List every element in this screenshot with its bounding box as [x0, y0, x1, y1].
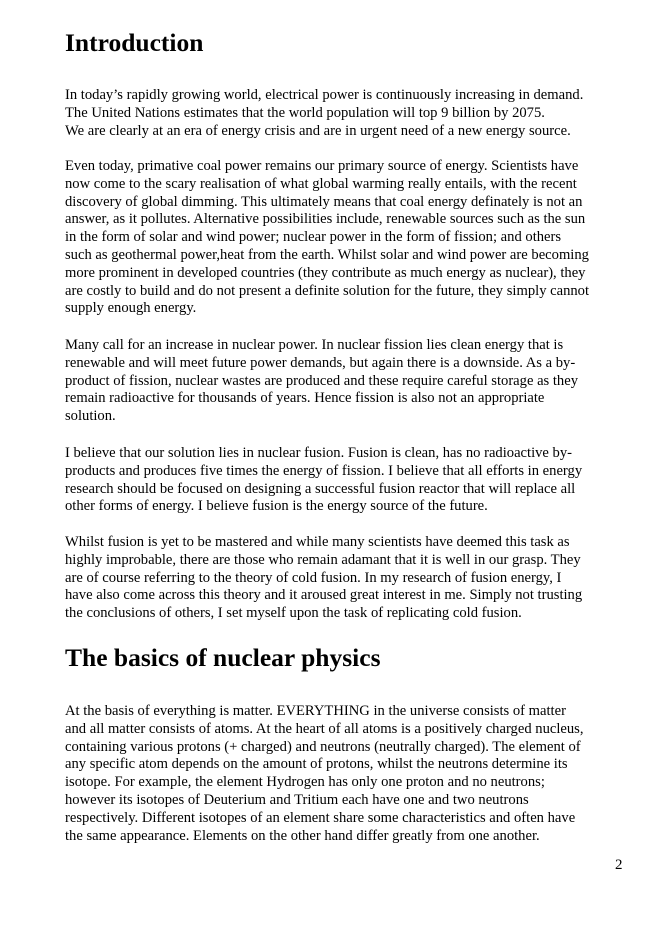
text-line: Even today, primative coal power remains our primary source of energy. Scientists have: [65, 158, 579, 174]
paragraph-intro-2: [65, 158, 630, 318]
text-line: highly improbable, there are those who remain adamant that it is well in our grasp. They: [65, 551, 581, 568]
text-line: answer, as it pollutes. Alternative possibilities include, renewable sources such as the sun: [65, 211, 586, 228]
paragraph-intro-1: [65, 87, 630, 140]
text-line: have also come across this theory and it aroused great interest in me. Simply not trusting: [65, 587, 583, 604]
text-line: At the basis of everything is matter. EVERYTHING in the universe consists of matter: [65, 703, 566, 719]
text-line: The United Nations estimates that the world population will top 9 billion by 2075.: [65, 104, 545, 121]
text-line: however its isotopes of Deuterium and Tritium each have one and two neutrons: [65, 791, 529, 808]
text-line: other forms of energy. I believe fusion is the energy source of the future.: [65, 498, 488, 515]
text-line: research should be focused on designing a successful fusion reactor that will replace all: [65, 480, 576, 497]
paragraph-intro-4: [65, 445, 630, 516]
text-line: product of fission, nuclear wastes are produced and these require careful storage as they: [65, 372, 579, 389]
text-line: any specific atom depends on the amount of protons, whilst the neutrons determine its: [65, 756, 568, 773]
text-line: isotope. For example, the element Hydrogen has only one proton and no neutrons;: [65, 774, 545, 791]
text-line: containing various protons (+ charged) and neutrons (neutrally charged). The element of: [65, 738, 581, 755]
text-line: now come to the scary realisation of what global warming really entails, with the recent: [65, 175, 577, 192]
text-line: the conclusions of others, I set myself upon the task of replicating cold fusion.: [65, 605, 522, 622]
text-line: I believe that our solution lies in nuclear fusion. Fusion is clean, has no radioactive by-: [65, 445, 573, 461]
text-line: such as geothermal power,heat from the earth. Whilst solar and wind power are becoming: [65, 246, 589, 263]
text-line: solution.: [65, 408, 116, 425]
text-line: are of course referring to the theory of cold fusion. In my research of fusion energy, I: [65, 569, 562, 586]
text-line: Whilst fusion is yet to be mastered and while many scientists have deemed this task as: [65, 534, 570, 550]
text-line: more prominent in developed countries (they contribute as much energy as nuclear), they: [65, 264, 586, 281]
text-line: discovery of global dimming. This ultimately means that coal energy definately is not an: [65, 193, 583, 210]
text-line: supply enough energy.: [65, 300, 197, 317]
text-line: remain radioactive for thousands of years. Hence fission is also not an appropriate: [65, 390, 545, 407]
text-line: and all matter consists of atoms. At the heart of all atoms is a positively charged nucleus,: [65, 720, 584, 737]
text-line: respectively. Different isotopes of an element share some characteristics and often have: [65, 809, 576, 826]
paragraph-intro-5: [65, 534, 630, 623]
text-line: Many call for an increase in nuclear power. In nuclear fission lies clean energy that is: [65, 337, 564, 353]
text-line: in the form of solar and wind power; nuclear power in the form of fission; and others: [65, 229, 562, 246]
text-line: the same appearance. Elements on the other hand differ greatly from one another.: [65, 827, 540, 844]
text-line: products and produces five times the energy of fission. I believe that all efforts in energy: [65, 462, 583, 479]
paragraph-intro-3: [65, 337, 630, 426]
text-line: In today’s rapidly growing world, electrical power is continuously increasing in demand.: [65, 87, 584, 103]
text-line: renewable and will meet future power demands, but again there is a downside. As a by-: [65, 354, 576, 371]
paragraph-basics-1: [65, 703, 630, 845]
page-number: 2: [615, 857, 623, 873]
heading-basics-of-nuclear-physics: The basics of nuclear physics: [65, 643, 381, 672]
heading-introduction: Introduction: [65, 28, 204, 57]
text-line: are costly to build and do not present a definite solution for the future, they simply cannot: [65, 282, 590, 299]
text-line: We are clearly at an era of energy crisis and are in urgent need of a new energy source.: [65, 122, 571, 139]
